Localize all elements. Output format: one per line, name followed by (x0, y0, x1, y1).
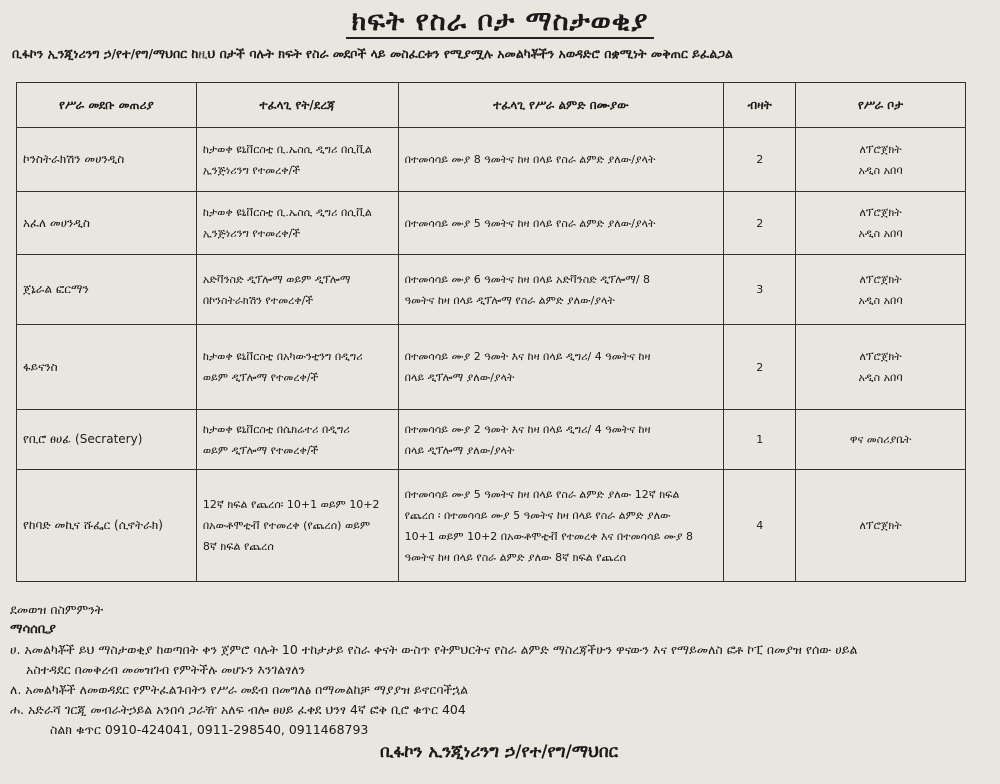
job-experience: በተመሳሳይ ሙያ 5 ዓመትና ከዛ በላይ የስራ ልምድ ያለው 12ኛ ክፍል የጨረሰ ፡ በተመሳሳይ ሙያ 5 ዓመትና ከዛ በላይ የስራ ልምድ ያለው 10+1 ወይም 10+2 በአውቶሞቲቭ የተመረቀ እና በተመሳሳይ ሙያ 8 ዓመትና ከዛ በላይ የስራ ልምድ ያለው 8ኛ ክፍል የጨረሰ (398, 470, 724, 582)
table-row (17, 410, 966, 470)
job-title: አፈለ መሀንዲስ (17, 192, 197, 255)
job-education: 12ኛ ክፍል የጨረሰ፡ 10+1 ወይም 10+2 በአውቶሞቲቭ የተመረቀ (የጨረሰ) ወይም 8ኛ ክፍል የጨረሰ (196, 470, 398, 582)
intro-text: ቢፋኮን ኢንጂነሪንግ ኃ/የተ/የግ/ማህበር ከዚህ በታች ባሉት ክፍት የስራ መደቦች ላይ መስፈርቱን የሚያሟሉ አመልካቾችን አወዳድሮ በቋሚነት መቅጠር ይፈልጋል (12, 46, 733, 61)
table-row (17, 255, 966, 325)
job-count: 3 (724, 255, 796, 325)
job-place: ለፕሮጀክት አዲስ አበባ (796, 128, 966, 192)
job-education: አድቫንስድ ዲፕሎማ ወይም ዲፕሎማ በኮንስትራክሽን የተመረቀ/ች (196, 255, 398, 325)
page-title: ክፍት የስራ ቦታ ማስታወቂያ (0, 6, 1000, 38)
job-title: ፋይናንስ (17, 325, 197, 410)
notice-item-2: ለ. አመልካቾች ለመወዳደር የምትፈልጉበትን የሥራ መደብ በመግለፅ በማመልከቻ ማያያዝ ይኖርባችኋል (10, 682, 468, 697)
col-header-experience: ተፈላጊ የሥራ ልምድ በሙያው (398, 83, 724, 128)
col-header-education: ተፈላጊ የት/ደረጃ (196, 83, 398, 128)
job-title: ኮንስትራክሽን መሀንዲስ (17, 128, 197, 192)
job-title: የከባድ መኪና ሹፌር (ሲኖትራክ) (17, 470, 197, 582)
table-row (17, 325, 966, 410)
job-experience: በተመሳሳይ ሙያ 2 ዓመት እና ከዛ በላይ ዲግሪ/ 4 ዓመትና ከዛ በላይ ዲፕሎማ ያለው/ያላት (398, 410, 724, 470)
job-experience: በተመሳሳይ ሙያ 6 ዓመትና ከዛ በላይ አድቫንስድ ዲፕሎማ/ 8 ዓመትና ከዛ በላይ ዲፕሎማ የስራ ልምድ ያለው/ያላት (398, 255, 724, 325)
job-experience: በተመሳሳይ ሙያ 8 ዓመትና ከዛ በላይ የስራ ልምድ ያለው/ያላት (398, 128, 724, 192)
col-header-count: ብዛት (724, 83, 796, 128)
notice-heading: ማሳሰቢያ (10, 622, 56, 637)
notice-item-1: ሀ. አመልካቾች ይህ ማስታወቂያ ከወጣበት ቀን ጀምሮ ባሉት 10 ተከታታይ የስራ ቀናት ውስጥ የትምህርትና የስራ ልምድ ማስረጃችሁን ዋናውን እና የማይመለስ ፎቶ ኮፒ በመያዝ የሰው ሀይል (10, 642, 858, 657)
job-title: የቢሮ ፀሀፊ (Secratery) (17, 410, 197, 470)
job-count: 2 (724, 325, 796, 410)
table-header-row (17, 83, 966, 128)
job-education: ከታወቀ ዩኒቨርስቲ ቢ.ኤስሲ ዲግሪ በሲቪል ኢንጅነሪንግ የተመረቀ/ች (196, 128, 398, 192)
notice-item-3: ሐ. አድራሻ ገርጂ መብራትኃይል አንበሳ ጋራዥ አለፍ ብሎ ፀሀይ ፈቀደ ህንፃ 4ኛ ፎቅ ቢሮ ቁጥር 404 (10, 702, 466, 717)
salary-note: ደመወዝ በስምምንት (10, 602, 104, 617)
job-education: ከታወቀ ዩኒቨርስቲ በሴክሬተሪ በዲግሪ ወይም ዲፕሎማ የተመረቀ/ች (196, 410, 398, 470)
col-header-title: የሥራ መደቡ መጠሪያ (17, 83, 197, 128)
job-place: ለፕሮጀክት (796, 470, 966, 582)
job-place: ዋና መስሪያቤት (796, 410, 966, 470)
job-experience: በተመሳሳይ ሙያ 2 ዓመት እና ከዛ በላይ ዲግሪ/ 4 ዓመትና ከዛ በላይ ዲፕሎማ ያለው/ያላት (398, 325, 724, 410)
job-place: ለፕሮጀክት አዲስ አበባ (796, 192, 966, 255)
notes-section (10, 600, 857, 740)
notice-item-1-cont: አስተዳደር በመቅረብ መመዝገብ የምትችሉ መሆኑን እንገልፃለን (26, 662, 306, 677)
job-count: 4 (724, 470, 796, 582)
company-signature: ቢፋኮን ኢንጂነሪንግ ኃ/የተ/የግ/ማህበር (380, 742, 619, 762)
table-row (17, 192, 966, 255)
job-count: 2 (724, 128, 796, 192)
job-place: ለፕሮጀክት አዲስ አበባ (796, 255, 966, 325)
table-row (17, 128, 966, 192)
col-header-place: የሥራ ቦታ (796, 83, 966, 128)
phone-numbers: ስልክ ቁጥር 0910-424041, 0911-298540, 0911468793 (50, 722, 369, 737)
job-place: ለፕሮጀክት አዲስ አበባ (796, 325, 966, 410)
job-count: 2 (724, 192, 796, 255)
job-education: ከታወቀ ዩኒቨርስቲ በአካውንቲንግ በዲግሪ ወይም ዲፕሎማ የተመረቀ/ች (196, 325, 398, 410)
job-title: ጀኔራል ፎርማን (17, 255, 197, 325)
job-education: ከታወቀ ዩኒቨርስቲ ቢ.ኤስሲ ዲግሪ በሲቪል ኢንጅነሪንግ የተመረቀ/ች (196, 192, 398, 255)
job-experience: በተመሳሳይ ሙያ 5 ዓመትና ከዛ በላይ የስራ ልምድ ያለው/ያላት (398, 192, 724, 255)
job-count: 1 (724, 410, 796, 470)
table-row (17, 470, 966, 582)
jobs-table (16, 82, 966, 582)
